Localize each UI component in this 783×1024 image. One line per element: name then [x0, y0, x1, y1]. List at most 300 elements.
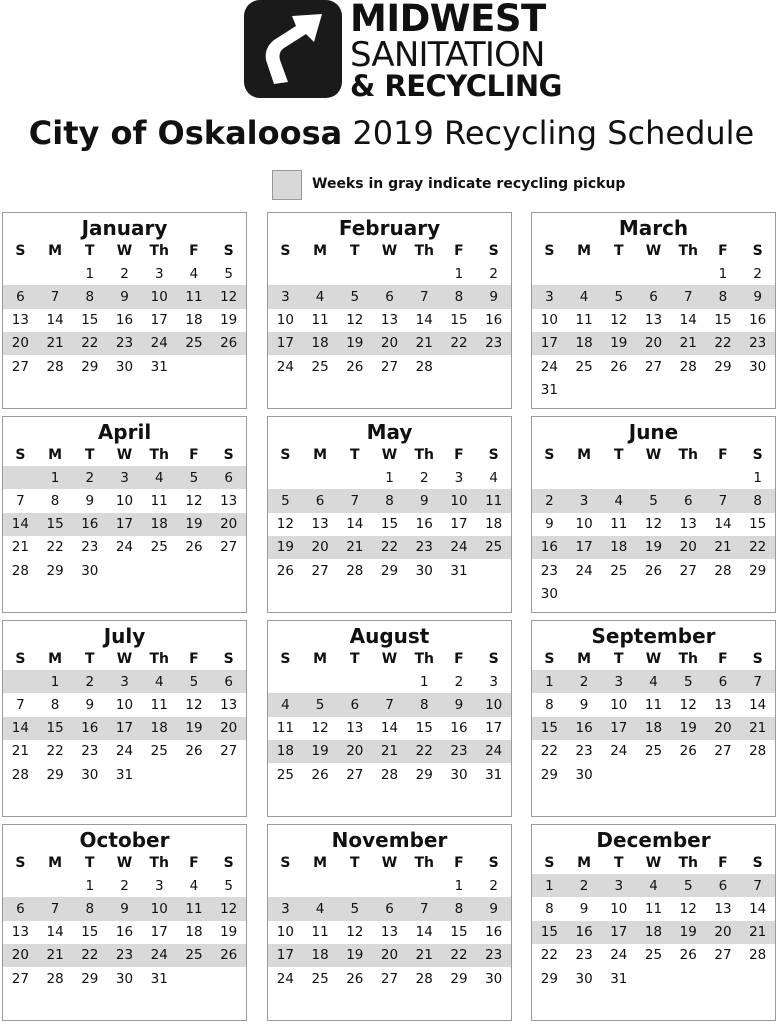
header — [0, 0, 783, 105]
weekday-label: F — [189, 242, 199, 259]
day-cell: 21 — [346, 539, 364, 556]
weekday-label: S — [488, 242, 499, 259]
title-rest: 2019 Recycling Schedule — [342, 114, 755, 152]
week-row — [3, 262, 246, 285]
day-cell: 15 — [46, 720, 64, 737]
week-row — [268, 670, 511, 693]
weekday-label: T — [350, 854, 360, 871]
day-cell: 23 — [81, 743, 99, 760]
day-cell: 16 — [485, 924, 503, 941]
day-cell: 24 — [610, 947, 628, 964]
day-cell: 1 — [419, 673, 429, 690]
day-cell: 9 — [454, 696, 464, 713]
week-row — [3, 763, 246, 786]
weekday-label: W — [381, 446, 398, 463]
day-cell: 9 — [753, 288, 762, 305]
pickup-week-row — [268, 332, 511, 355]
day-cell: 3 — [545, 288, 554, 305]
day-cell: 31 — [150, 970, 168, 987]
day-cell: 17 — [276, 947, 294, 964]
day-cell: 15 — [81, 312, 99, 329]
weekday-label: F — [189, 446, 199, 463]
day-cell: 1 — [50, 673, 60, 690]
day-cell: 16 — [749, 312, 767, 329]
day-cell: 30 — [81, 562, 99, 579]
day-cell: 18 — [311, 335, 329, 352]
day-cell: 8 — [545, 696, 554, 713]
day-cell: 12 — [185, 492, 203, 509]
day-cell: 19 — [276, 539, 294, 556]
day-cell: 3 — [120, 673, 129, 690]
month-july — [2, 620, 247, 817]
month-december — [531, 824, 776, 1021]
day-cell: 14 — [380, 720, 399, 737]
day-cell: 15 — [46, 516, 64, 533]
weekday-label: S — [544, 650, 555, 667]
weekday-label: F — [454, 446, 464, 463]
day-cell: 4 — [315, 900, 325, 917]
day-cell: 12 — [346, 312, 364, 329]
week-row — [3, 693, 246, 716]
day-cell: 18 — [150, 720, 168, 737]
day-cell: 12 — [679, 900, 697, 917]
weekday-label: F — [454, 650, 464, 667]
day-cell: 12 — [220, 900, 238, 917]
day-cell: 6 — [350, 696, 360, 713]
day-cell: 21 — [714, 539, 732, 556]
day-cell: 11 — [485, 492, 503, 509]
day-cell: 24 — [276, 358, 294, 375]
month-august — [267, 620, 512, 817]
day-cell: 10 — [575, 516, 593, 533]
month-name: August — [349, 624, 430, 648]
pickup-week-row — [532, 536, 775, 559]
day-cell: 20 — [380, 335, 399, 352]
day-cell: 11 — [276, 720, 294, 737]
weekday-label: M — [48, 650, 63, 667]
weekday-label: Th — [149, 650, 169, 667]
day-cell: 24 — [610, 743, 628, 760]
day-cell: 31 — [450, 562, 468, 579]
weekday-label: F — [718, 242, 728, 259]
day-cell: 6 — [224, 673, 233, 690]
day-cell: 6 — [718, 877, 728, 894]
day-cell: 19 — [679, 720, 697, 737]
day-cell: 8 — [718, 288, 728, 305]
day-cell: 14 — [415, 924, 433, 941]
day-cell: 19 — [679, 924, 697, 941]
weekday-label: F — [718, 446, 728, 463]
day-cell: 15 — [749, 516, 767, 533]
weekday-label: Th — [678, 242, 698, 259]
weekday-label: S — [544, 854, 555, 871]
month-name: July — [103, 624, 146, 648]
day-cell: 25 — [311, 970, 329, 987]
day-cell: 13 — [311, 516, 329, 533]
month-february — [267, 212, 512, 409]
pickup-week-row — [268, 897, 511, 920]
day-cell: 27 — [714, 743, 732, 760]
weekday-label: S — [488, 446, 499, 463]
weekday-label: W — [116, 242, 133, 259]
day-cell: 4 — [154, 673, 164, 690]
month-name: February — [338, 216, 441, 240]
weekday-label: S — [223, 854, 234, 871]
day-cell: 13 — [11, 924, 29, 941]
weekday-label: T — [614, 650, 624, 667]
day-cell: 20 — [380, 947, 399, 964]
month-name: September — [591, 624, 716, 648]
day-cell: 23 — [749, 335, 767, 352]
weekday-label: M — [577, 854, 592, 871]
day-cell: 1 — [454, 877, 464, 894]
weekday-label: F — [718, 650, 728, 667]
day-cell: 3 — [154, 265, 164, 282]
day-cell: 2 — [545, 492, 554, 509]
day-cell: 18 — [575, 335, 593, 352]
day-cell: 1 — [545, 673, 554, 690]
day-cell: 21 — [415, 947, 433, 964]
week-row — [268, 717, 511, 740]
day-cell: 10 — [610, 900, 628, 917]
pickup-week-row — [3, 717, 246, 740]
day-cell: 29 — [415, 766, 433, 783]
day-cell: 28 — [714, 562, 732, 579]
week-row — [532, 740, 775, 763]
pickup-week-row — [268, 489, 511, 512]
day-cell: 23 — [575, 947, 593, 964]
day-cell: 5 — [683, 877, 693, 894]
day-cell: 22 — [450, 947, 468, 964]
week-row — [268, 874, 511, 897]
weekday-label: M — [48, 242, 63, 259]
day-cell: 2 — [120, 265, 129, 282]
day-cell: 15 — [81, 924, 99, 941]
day-cell: 22 — [540, 947, 558, 964]
day-cell: 27 — [714, 947, 732, 964]
day-cell: 24 — [150, 335, 168, 352]
day-cell: 2 — [85, 673, 95, 690]
day-cell: 7 — [419, 288, 429, 305]
week-row — [268, 309, 511, 332]
day-cell: 14 — [415, 312, 433, 329]
day-cell: 28 — [11, 766, 29, 783]
day-cell: 5 — [614, 288, 624, 305]
day-cell: 17 — [575, 539, 593, 556]
month-name: March — [618, 216, 689, 240]
day-cell: 15 — [415, 720, 433, 737]
day-cell: 30 — [540, 585, 558, 602]
day-cell: 31 — [485, 766, 503, 783]
day-cell: 5 — [350, 900, 360, 917]
day-cell: 5 — [224, 265, 233, 282]
day-cell: 14 — [11, 720, 29, 737]
day-cell: 4 — [315, 288, 325, 305]
month-january — [2, 212, 247, 409]
weekday-label: Th — [678, 446, 698, 463]
day-cell: 9 — [489, 900, 498, 917]
day-cell: 22 — [46, 743, 64, 760]
day-cell: 29 — [81, 358, 99, 375]
weekday-label: Th — [678, 854, 698, 871]
day-cell: 5 — [189, 673, 199, 690]
weekday-label: S — [15, 650, 26, 667]
day-cell: 30 — [115, 358, 134, 375]
day-cell: 16 — [81, 516, 99, 533]
weekday-label: F — [454, 242, 464, 259]
week-row — [532, 582, 775, 605]
day-cell: 11 — [185, 288, 203, 305]
day-cell: 28 — [415, 970, 433, 987]
day-cell: 9 — [120, 900, 129, 917]
weekday-label: M — [577, 650, 592, 667]
day-cell: 21 — [46, 335, 64, 352]
day-cell: 25 — [644, 947, 663, 964]
day-cell: 4 — [281, 696, 290, 713]
day-cell: 9 — [85, 696, 95, 713]
week-row — [3, 874, 246, 897]
weekday-label: F — [189, 854, 199, 871]
day-cell: 23 — [81, 539, 99, 556]
weekday-label: S — [15, 242, 26, 259]
day-cell: 15 — [450, 312, 468, 329]
weekday-label: Th — [414, 650, 434, 667]
weekday-label: Th — [414, 242, 434, 259]
week-row — [532, 559, 775, 582]
day-cell: 28 — [749, 947, 767, 964]
day-cell: 29 — [540, 970, 558, 987]
day-cell: 3 — [154, 877, 164, 894]
day-cell: 1 — [85, 265, 95, 282]
day-cell: 18 — [185, 312, 203, 329]
day-cell: 16 — [415, 516, 433, 533]
weekday-header-row — [532, 851, 775, 874]
day-cell: 4 — [649, 877, 658, 894]
week-row — [3, 309, 246, 332]
day-cell: 12 — [679, 696, 697, 713]
week-row — [532, 466, 775, 489]
day-cell: 7 — [16, 492, 25, 509]
day-cell: 3 — [489, 673, 498, 690]
day-cell: 6 — [718, 673, 728, 690]
pickup-week-row — [268, 740, 511, 763]
day-cell: 14 — [714, 516, 732, 533]
day-cell: 19 — [185, 720, 203, 737]
day-cell: 25 — [185, 947, 203, 964]
day-cell: 17 — [450, 516, 468, 533]
weekday-label: M — [313, 446, 328, 463]
month-name: May — [366, 420, 413, 444]
weekday-label: T — [85, 242, 95, 259]
day-cell: 10 — [276, 924, 294, 941]
day-cell: 8 — [454, 900, 464, 917]
weekday-label: S — [15, 854, 26, 871]
weekday-label: S — [752, 446, 763, 463]
day-cell: 24 — [485, 743, 503, 760]
day-cell: 6 — [224, 469, 233, 486]
weekday-label: M — [577, 446, 592, 463]
weekday-label: S — [544, 242, 555, 259]
day-cell: 30 — [749, 358, 767, 375]
day-cell: 26 — [644, 562, 663, 579]
day-cell: 3 — [281, 288, 290, 305]
day-cell: 11 — [150, 492, 168, 509]
weekday-label: W — [381, 650, 398, 667]
day-cell: 27 — [11, 358, 29, 375]
day-cell: 15 — [714, 312, 732, 329]
day-cell: 13 — [220, 696, 238, 713]
day-cell: 24 — [276, 970, 294, 987]
day-cell: 17 — [485, 720, 503, 737]
month-name: April — [97, 420, 152, 444]
day-cell: 20 — [679, 539, 697, 556]
weekday-header-row — [532, 647, 775, 670]
day-cell: 11 — [150, 696, 168, 713]
day-cell: 22 — [450, 335, 468, 352]
day-cell: 7 — [718, 492, 728, 509]
weekday-header-row — [3, 443, 246, 466]
day-cell: 26 — [679, 947, 697, 964]
day-cell: 6 — [315, 492, 325, 509]
day-cell: 11 — [575, 312, 593, 329]
day-cell: 17 — [610, 720, 628, 737]
day-cell: 7 — [16, 696, 25, 713]
day-cell: 15 — [380, 516, 399, 533]
day-cell: 10 — [115, 492, 134, 509]
day-cell: 4 — [579, 288, 589, 305]
weekday-label: Th — [149, 242, 169, 259]
day-cell: 27 — [380, 970, 399, 987]
day-cell: 7 — [683, 288, 693, 305]
day-cell: 30 — [115, 970, 134, 987]
day-cell: 18 — [644, 924, 663, 941]
day-cell: 31 — [115, 766, 134, 783]
day-cell: 18 — [185, 924, 203, 941]
weekday-header-row — [268, 239, 511, 262]
day-cell: 17 — [150, 312, 168, 329]
day-cell: 21 — [11, 743, 29, 760]
day-cell: 1 — [545, 877, 554, 894]
day-cell: 10 — [450, 492, 468, 509]
day-cell: 21 — [749, 924, 767, 941]
day-cell: 20 — [220, 720, 238, 737]
week-row — [268, 763, 511, 786]
day-cell: 8 — [545, 900, 554, 917]
weekday-label: T — [614, 446, 624, 463]
day-cell: 21 — [380, 743, 399, 760]
day-cell: 14 — [46, 312, 64, 329]
day-cell: 8 — [50, 492, 60, 509]
day-cell: 25 — [575, 358, 593, 375]
page-title — [0, 114, 783, 152]
weekday-label: W — [116, 446, 133, 463]
weekday-label: W — [645, 854, 662, 871]
day-cell: 12 — [185, 696, 203, 713]
weekday-header-row — [3, 239, 246, 262]
week-row — [268, 466, 511, 489]
day-cell: 23 — [450, 743, 468, 760]
day-cell: 16 — [575, 924, 593, 941]
day-cell: 22 — [714, 335, 732, 352]
weekday-header-row — [532, 443, 775, 466]
day-cell: 14 — [46, 924, 64, 941]
day-cell: 21 — [46, 947, 64, 964]
month-name: October — [79, 828, 170, 852]
day-cell: 27 — [679, 562, 697, 579]
day-cell: 25 — [150, 743, 168, 760]
week-row — [532, 355, 775, 378]
day-cell: 8 — [85, 288, 95, 305]
day-cell: 2 — [579, 877, 589, 894]
day-cell: 2 — [489, 265, 498, 282]
day-cell: 17 — [540, 335, 558, 352]
day-cell: 6 — [16, 288, 25, 305]
weekday-label: Th — [678, 650, 698, 667]
day-cell: 3 — [281, 900, 290, 917]
weekday-label: T — [350, 242, 360, 259]
week-row — [268, 513, 511, 536]
day-cell: 12 — [644, 516, 663, 533]
day-cell: 4 — [189, 265, 199, 282]
weekday-label: M — [577, 242, 592, 259]
day-cell: 16 — [115, 924, 134, 941]
day-cell: 9 — [419, 492, 429, 509]
day-cell: 3 — [614, 877, 624, 894]
day-cell: 26 — [679, 743, 697, 760]
day-cell: 5 — [649, 492, 658, 509]
day-cell: 18 — [610, 539, 628, 556]
week-row — [268, 921, 511, 944]
day-cell: 8 — [753, 492, 762, 509]
day-cell: 20 — [220, 516, 238, 533]
weekday-label: M — [313, 242, 328, 259]
day-cell: 19 — [610, 335, 628, 352]
day-cell: 5 — [315, 696, 325, 713]
day-cell: 13 — [11, 312, 29, 329]
day-cell: 7 — [350, 492, 360, 509]
day-cell: 19 — [644, 539, 663, 556]
day-cell: 3 — [454, 469, 464, 486]
day-cell: 5 — [281, 492, 290, 509]
day-cell: 13 — [380, 312, 399, 329]
pickup-week-row — [268, 944, 511, 967]
day-cell: 6 — [16, 900, 25, 917]
logo-line-3: & RECYCLING — [350, 69, 562, 103]
day-cell: 5 — [350, 288, 360, 305]
day-cell: 22 — [81, 335, 99, 352]
pickup-week-row — [268, 285, 511, 308]
day-cell: 19 — [220, 312, 238, 329]
day-cell: 28 — [11, 562, 29, 579]
month-april — [2, 416, 247, 613]
day-cell: 13 — [679, 516, 697, 533]
day-cell: 16 — [540, 539, 558, 556]
day-cell: 24 — [450, 539, 468, 556]
day-cell: 28 — [380, 766, 399, 783]
day-cell: 22 — [540, 743, 558, 760]
day-cell: 27 — [220, 539, 238, 556]
month-march — [531, 212, 776, 409]
day-cell: 25 — [485, 539, 503, 556]
week-row — [532, 693, 775, 716]
day-cell: 21 — [679, 335, 697, 352]
day-cell: 12 — [276, 516, 294, 533]
day-cell: 16 — [485, 312, 503, 329]
day-cell: 7 — [385, 696, 394, 713]
day-cell: 2 — [419, 469, 429, 486]
day-cell: 4 — [154, 469, 164, 486]
day-cell: 14 — [346, 516, 364, 533]
